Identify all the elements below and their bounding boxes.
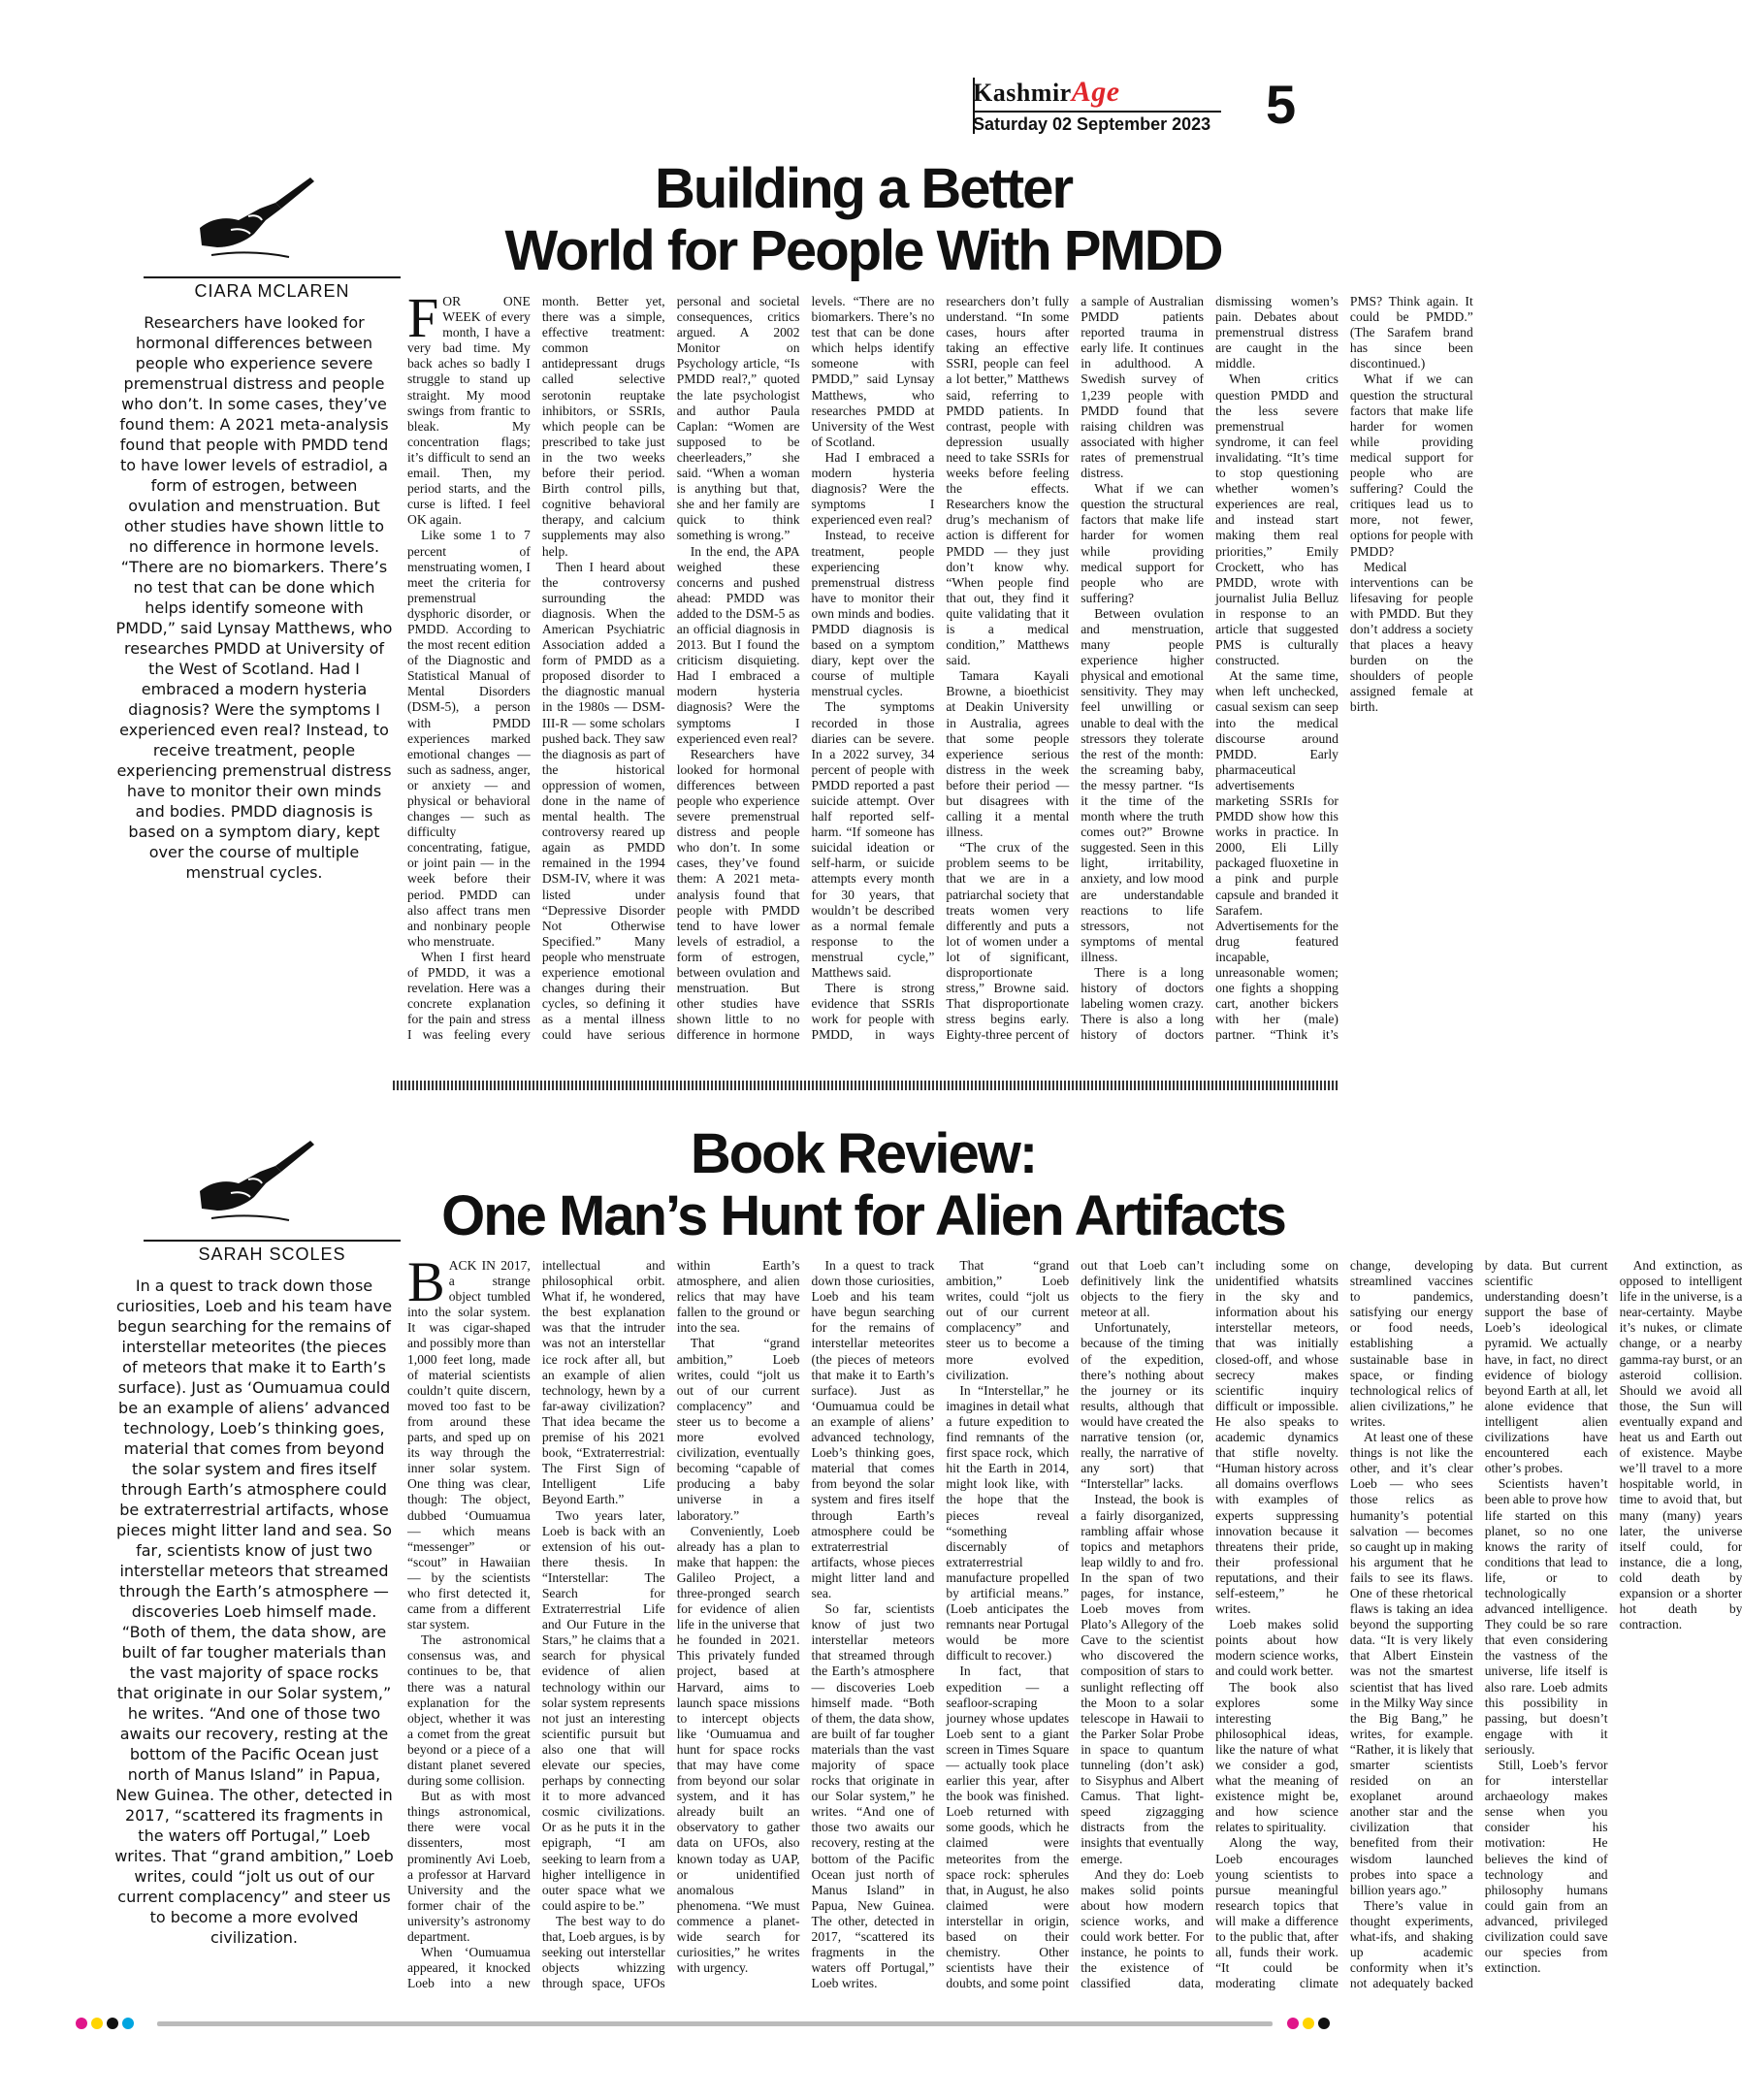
- article-body: FOR ONE WEEK of every month, I have a very bad time. My back aches so badly I struggle to stand up straight. My mood swings from frantic to bleak. My concentration flags; it’s difficult to send an email. Then, my period starts, and the curse is lifted. I feel OK again. Like some 1 to 7 percent of menstruating women, I meet the criteria for premenstrual dysphoric disorder, or PMDD. According to the most recent edition of the Diagnostic and Statistical Manual of Mental Disorders (DSM-5), a person with PMDD experiences marked emotional changes — such as sadness, anger, or anxiety — and physical or behavioral changes — such as difficulty concentrating, fatigue, or joint pain — in the week before their period. PMDD can also affect trans men and nonbinary people who menstruate. When I first heard of PMDD, it was a revelation. Here was a concrete explanation for the pain and stress I was feeling every month. Better yet, there was a simple, effective treatment: common antidepressant drugs called selective serotonin reuptake inhibitors, or SSRIs, which people can be prescribed to take just in the two weeks before their period. Birth control pills, cognitive behavioral therapy, and calcium supplements may also help. Then I heard about the controversy surrounding the diagnosis. When the American Psychiatric Association added a form of PMDD as a proposed disorder to the diagnostic manual in the 1980s — DSM-III-R — some scholars pushed back. They saw the diagnosis as part of the historical oppression of women, done in the name of mental health. The controversy reared up again as PMDD remained in the 1994 DSM-IV, where it was listed under “Depressive Disorder Not Otherwise Specified.” Many people who menstruate experience emotional changes during their cycles, so defining it as a mental illness could have serious personal and societal consequences, critics argued. A 2002 Monitor on Psychology article, “Is PMDD real?,” quoted the late psychologist and author Paula Caplan: “Women are supposed to be cheerleaders,” she said. “When a woman is anything but that, she and her family are quick to think something is wrong.” In the end, the APA weighed these concerns and pushed ahead: PMDD was added to the DSM-5 as an official diagnosis in 2013. But I found the criticism disquieting. Had I embraced a modern hysteria diagnosis? Were the symptoms I experienced even real? Researchers have looked for hormonal differences between people who experience severe premenstrual distress and people who don’t. In some cases, they’ve found them: A 2021 meta-analysis found that people with PMDD tend to have lower levels of estradiol, a form of estrogen, between ovulation and menstruation. But other studies have shown little to no difference in hormone levels. “There are no biomarkers. There’s no test that can be done which helps identify someone with PMDD,” said Lynsay Matthews, who researches PMDD at University of the West of Scotland. Had I embraced a modern hysteria diagnosis? Were the symptoms I experienced even real? Instead, to receive treatment, people experiencing premenstrual distress have to monitor their own minds and bodies. PMDD diagnosis is based on a symptom diary, kept over the course of multiple menstrual cycles. The symptoms recorded in those diaries can be severe. In a 2022 survey, 34 percent of people with PMDD reported a past suicide attempt. Over half reported self-harm. “If someone has suicidal ideation or self-harm, or suicide attempts every month for 30 years, that wouldn’t be described as a normal female response to the menstrual cycle,” Matthews said. There is strong evidence that SSRIs work for people with PMDD, in ways researchers don’t fully understand. “In some cases, hours after taking an effective SSRI, people can feel a lot better,” Matthews said, referring to PMDD patients. In contrast, people with depression usually need to take SSRIs for weeks before feeling the effects. Researchers know the drug’s mechanism of action is different for PMDD — they just don’t know why. “When people find that out, they find it quite validating that it is a medical condition,” Matthews said. Tamara Kayali Browne, a bioethicist at Deakin University in Australia, agrees that some people experience serious distress in the week before their period — but disagrees with calling it a mental illness. “The crux of the problem seems to be that we are in a patriarchal society that treats women very differently and puts a lot of women under a lot of significant, disproportionate stress,” Browne said. That disproportionate stress begins early. Eighty-three percent of a sample of Australian PMDD patients reported trauma in early life. It continues in adulthood. A Swedish survey of 1,239 people with PMDD found that raising children was associated with higher rates of premenstrual distress. What if we can question the structural factors that make life harder for women while providing medical support for people who are suffering? Between ovulation and menstruation, many people experience higher physical and emotional sensitivity. They may feel unwilling or unable to deal with the stressors they tolerate the rest of the month: the screaming baby, the messy partner. “Is it the time of the month where the truth comes out?” Browne suggested. Seen in this light, irritability, anxiety, and low mood are understandable reactions to life stressors, not symptoms of mental illness. There is a long history of doctors labeling women crazy. There is also a long history of doctors dismissing women’s pain. Debates about premenstrual distress are caught in the middle. When critics question PMDD and the less severe premenstrual syndrome, it can feel invalidating. “It’s time to stop questioning whether women’s experiences are real, and instead start making them real priorities,” Emily Crockett, who has PMDD, wrote with journalist Julia Belluz in response to an article that suggested PMS is culturally constructed. At the same time, when left unchecked, casual sexism can seep into the medical discourse around PMDD. Early pharmaceutical advertisements marketing SSRIs for PMDD show how this works in practice. In 2000, Eli Lilly packaged fluoxetine in a pink and purple capsule and branded it Sarafem. Advertisements for the drug featured incapable, unreasonable women; one fights a shopping cart, another bickers with her (male) partner. “Think it’s PMS? Think again. It could be PMDD.” (The Sarafem brand has since been discontinued.) What if we can question the structural factors that make life harder for women while providing medical support for people who are suffering? Could the critiques lead us to more, not fewer, options for people with PMDD? Medical interventions can be lifesaving for people with PMDD. But they don’t address a society that places a heavy burden on the shoulders of people assigned female at birth.: [407, 286, 1473, 1043]
- issue-date: Saturday 02 September 2023: [973, 114, 1211, 134]
- masthead-rule: [973, 111, 1221, 113]
- article-body: BACK IN 2017, a strange object tumbled into the solar system. It was cigar-shaped and possibly more than 1,000 feet long, made of material scientists couldn’t quite discern, moved too fast to be from around these parts, and sped up on its way through the inner solar system. One thing was clear, though: The object, dubbed ‘Oumuamua — which means “messenger” or “scout” in Hawaiian — by the scientists who first detected it, came from a different star system. The astronomical consensus was, and continues to be, that there was a natural explanation for the object, whether it was a comet from the great beyond or a piece of a distant planet severed during some collision. But as with most things astronomical, there were vocal dissenters, most prominently Avi Loeb, a professor at Harvard University and the former chair of the university’s astronomy department. When ‘Oumuamua appeared, it knocked Loeb into a new intellectual and philosophical orbit. What if, he wondered, the best explanation was that the intruder was not an interstellar ice rock after all, but an example of alien technology, hewn by a far-away civilization? That idea became the premise of his 2021 book, “Extraterrestrial: The First Sign of Intelligent Life Beyond Earth.” Two years later, Loeb is back with an extension of his out-there thesis. In “Interstellar: The Search for Extraterrestrial Life and Our Future in the Stars,” he claims that a search for physical evidence of alien technology within our solar system represents not just an interesting scientific pursuit but also one that will elevate our species, perhaps by connecting it to more advanced cosmic civilizations. Or as he puts it in the epigraph, “I am seeking to learn from a higher intelligence in outer space what we could aspire to be.” The best way to do that, Loeb argues, is by seeking out interstellar objects whizzing through space, UFOs within Earth’s atmosphere, and alien relics that may have fallen to the ground or into the sea. That “grand ambition,” Loeb writes, could “jolt us out of our current complacency” and steer us to become a more evolved civilization, eventually becoming “capable of producing a baby universe in a laboratory.” Conveniently, Loeb already has a plan to make that happen: the Galileo Project, a three-pronged search for evidence of alien life in the universe that he founded in 2021. This privately funded project, based at Harvard, aims to launch space missions to intercept objects like ‘Oumuamua and hunt for space rocks that may have come from beyond our solar system, and it has already built an observatory to gather data on UFOs, also known today as UAP, or unidentified anomalous phenomena. “We must commence a planet-wide search for curiosities,” he writes with urgency. In a quest to track down those curiosities, Loeb and his team have begun searching for the remains of interstellar meteorites (the pieces of meteors that make it to Earth’s surface). Just as ‘Oumuamua could be an example of aliens’ advanced technology, Loeb’s thinking goes, material that comes from beyond the solar system and fires itself through Earth’s atmosphere could be extraterrestrial artifacts, whose pieces might litter land and sea. So far, scientists know of just two interstellar meteors that streamed through the Earth’s atmosphere — discoveries Loeb himself made. “Both of them, the data show, are built of far tougher materials than the vast majority of space rocks that originate in our Solar system,” he writes. “And one of those two awaits our recovery, resting at the bottom of the Pacific Ocean just north of Manus Island” in Papua, New Guinea. The other, detected in 2017, “scattered its fragments in the waters off Portugal,” Loeb writes. That “grand ambition,” Loeb writes, could “jolt us out of our current complacency” and steer us to become a more evolved civilization. In “Interstellar,” he imagines in detail what a future expedition to find remnants of the first space rock, which hit the Earth in 2014, might look like, with the hope that the pieces reveal “something discernably of extraterrestrial manufacture propelled by artificial means.” (Loeb anticipates the remnants near Portugal would be more difficult to recover.) In fact, that expedition — a seafloor-scraping journey whose updates Loeb sent to a giant screen in Times Square — actually took place earlier this year, after the book was finished. Loeb returned with some goods, which he claimed were meteorites from the space rock: spherules that, in August, he also claimed were interstellar in origin, based on their chemistry. Other scientists have their doubts, and some point out that Loeb can’t definitively link the objects to the fiery meteor at all. Unfortunately, because of the timing of the expedition, there’s nothing about the journey or its results, although that would have created the narrative tension (or, really, the narrative of any sort) that “Interstellar” lacks. Instead, the book is a fairly disorganized, rambling affair whose topics and metaphors leap wildly to and fro. In the span of two pages, for instance, Loeb moves from Plato’s Allegory of the Cave to the scientist who discovered the composition of stars to sunlight reflecting off the Moon to a solar telescope in Hawaii to the Parker Solar Probe in space to quantum tunneling (don’t ask) to Sisyphus and Albert Camus. That light-speed zigzagging distracts from the insights that eventually emerge. And they do: Loeb makes solid points about how modern science works, and could work better. For instance, he points to the existence of classified data, including some on unidentified whatsits in the sky and information about his interstellar meteors, that was initially closed-off, and whose secrecy makes scientific inquiry difficult or impossible. He also speaks to academic dynamics that stifle novelty. “Human history across all domains overflows with examples of experts suppressing innovation because it threatens their pride, their professional reputations, and their self-esteem,” he writes. Loeb makes solid points about how modern science works, and could work better. The book also explores some interesting philosophical ideas, like the nature of what we consider a god, what the meaning of existence might be, and how science relates to spirituality. Along the way, Loeb encourages young scientists to pursue meaningful research topics that will make a difference to the public that, after all, funds their work. “It could be moderating climate change, developing streamlined vaccines to pandemics, satisfying our energy or food needs, establishing a sustainable base in space, or finding technological relics of alien civilizations,” he writes. At least one of these things is not like the other, and it’s clear Loeb — who sees those relics as humanity’s potential salvation — becomes so caught up in making his argument that he fails to see its flaws. One of these rhetorical flaws is taking an idea beyond the supporting data. “It is very likely that Albert Einstein was not the smartest scientist that has lived in the Milky Way since the Big Bang,” he writes, for example. “Rather, it is likely that smarter scientists resided on an exoplanet around another star and the civilization that benefited from their wisdom launched probes into space a billion years ago.” There’s value in thought experiments, what-ifs, and shaking up academic conformity when it’s not adequately backed by data. But current scientific understanding doesn’t support the base of Loeb’s ideological pyramid. We actually have, in fact, no direct evidence of biology beyond Earth at all, let alone evidence that intelligent alien civilizations have encountered each other’s probes. Scientists haven’t been able to prove how life started on this planet, so no one knows the rarity of conditions that lead to life, or to technologically advanced intelligence. They could be so rare that even considering the vastness of the universe, life itself is also rare. Loeb admits this possibility in passing, but doesn’t engage with it seriously. Still, Loeb’s fervor for interstellar archaeology makes sense when you consider his motivation: He believes the kind of technology and philosophy humans could gain from an advanced, privileged civilization could save our species from extinction. And extinction, as opposed to intelligent life in the universe, is a near-certainty. Maybe it’s nukes, or climate change, or a nearby gamma-ray burst, or an asteroid collision. Should we avoid all those, the Sun will eventually expand and heat us and Earth out of existence. Maybe we’ll travel to a more hospitable world, in time to avoid that, but many (many) years later, the universe itself could, for instance, die a long, cold death by expansion or a shorter hot death by contraction.: [407, 1250, 1742, 1991]
- publication-logo: KashmirAge: [973, 76, 1120, 108]
- footer-rule: [157, 2021, 1273, 2026]
- author-name: SARAH SCOLES: [198, 1244, 346, 1264]
- footer-color-bar: [50, 2018, 1339, 2031]
- registration-dot: [91, 2018, 103, 2029]
- article-headline: Book Review: One Man’s Hunt for Alien Artifacts: [441, 1122, 1285, 1247]
- author-rule: [144, 276, 401, 278]
- dropcap: B: [407, 1250, 445, 1313]
- article-headline: Building a Better World for People With PMDD: [504, 157, 1222, 282]
- registration-dot: [107, 2018, 118, 2029]
- article-summary: In a quest to track down those curiosities, Loeb and his team have begun searching for the remains of interstellar meteorites (the pieces of meteors that make it to Earth’s surface). Just as ‘Oumuamua could be an example of aliens’ advanced technology, Loeb’s thinking goes, material that comes from beyond the solar system and fires itself through Earth’s atmosphere could be extraterrestrial artifacts, whose pieces might litter land and sea. So far, scientists know of just two interstellar meteors that streamed through the Earth’s atmosphere — discoveries Loeb himself made. “Both of them, the data show, are built of far tougher materials than the vast majority of space rocks that originate in our Solar system,” he writes. “And one of those two awaits our recovery, resting at the bottom of the Pacific Ocean just north of Manus Island” in Papua, New Guinea. The other, detected in 2017, “scattered its fragments in the waters off Portugal,” Loeb writes. That “grand ambition,” Loeb writes, could “jolt us out of our current complacency” and steer us to become a more evolved civilization.: [114, 1276, 394, 1947]
- section-divider: [393, 1081, 1339, 1090]
- author-rule: [144, 1240, 401, 1242]
- pen-hand-icon: [192, 170, 318, 267]
- registration-dot: [122, 2018, 134, 2029]
- registration-dot: [1303, 2018, 1314, 2029]
- page-number: 5: [1266, 74, 1297, 135]
- author-name: CIARA MCLAREN: [194, 281, 350, 301]
- registration-dot: [1318, 2018, 1330, 2029]
- registration-dot: [76, 2018, 87, 2029]
- pen-hand-icon: [192, 1133, 318, 1230]
- masthead: [973, 76, 1225, 134]
- article-summary: Researchers have looked for hormonal differences between people who experience severe premenstrual distress and people who don’t. In some cases, they’ve found them: A 2021 meta-analysis found that people with PMDD tend to have lower levels of estradiol, a form of estrogen, between ovulation and menstruation. But other studies have shown little to no difference in hormone levels. “There are no biomarkers. There’s no test that can be done which helps identify someone with PMDD,” said Lynsay Matthews, who researches PMDD at University of the West of Scotland. Had I embraced a modern hysteria diagnosis? Were the symptoms I experienced even real? Instead, to receive treatment, people experiencing premenstrual distress have to monitor their own minds and bodies. PMDD diagnosis is based on a symptom diary, kept over the course of multiple menstrual cycles.: [115, 313, 393, 882]
- dropcap: F: [407, 286, 439, 349]
- registration-dot: [1287, 2018, 1299, 2029]
